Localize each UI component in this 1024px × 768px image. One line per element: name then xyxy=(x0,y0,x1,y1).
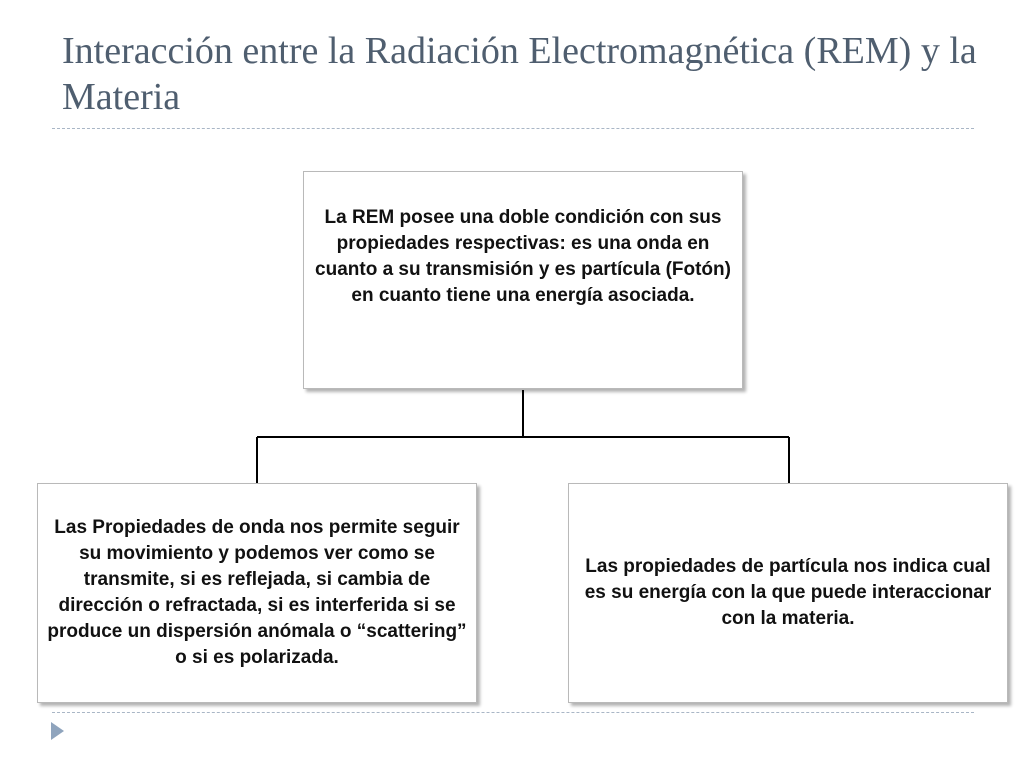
slide-title: Interacción entre la Radiación Electromagnética (REM) y la Materia xyxy=(62,30,977,118)
diagram-node-rem xyxy=(303,171,743,389)
diagram-node-wave-properties-text: Las Propiedades de onda nos permite seguir su movimiento y podemos ver como se transmite, si es reflejada, si cambia de dirección o refractada, si es interferida si se produce un dispersión anómala o “scattering” o si es polarizada. xyxy=(47,517,467,668)
diagram-node-rem-text: La REM posee una doble condición con sus propiedades respectivas: es una onda en cuanto a su transmisión y es partícula (Fotón) en cuanto tiene una energía asociada. xyxy=(315,207,731,306)
diagram-node-particle-properties xyxy=(568,483,1008,703)
footer-divider xyxy=(52,712,974,713)
diagram-node-particle-properties-text: Las propiedades de partícula nos indica cual es su energía con la que puede interaccionar con la materia. xyxy=(584,556,992,629)
diagram-node-wave-properties xyxy=(37,483,477,703)
triangle-bullet-icon xyxy=(51,722,64,740)
